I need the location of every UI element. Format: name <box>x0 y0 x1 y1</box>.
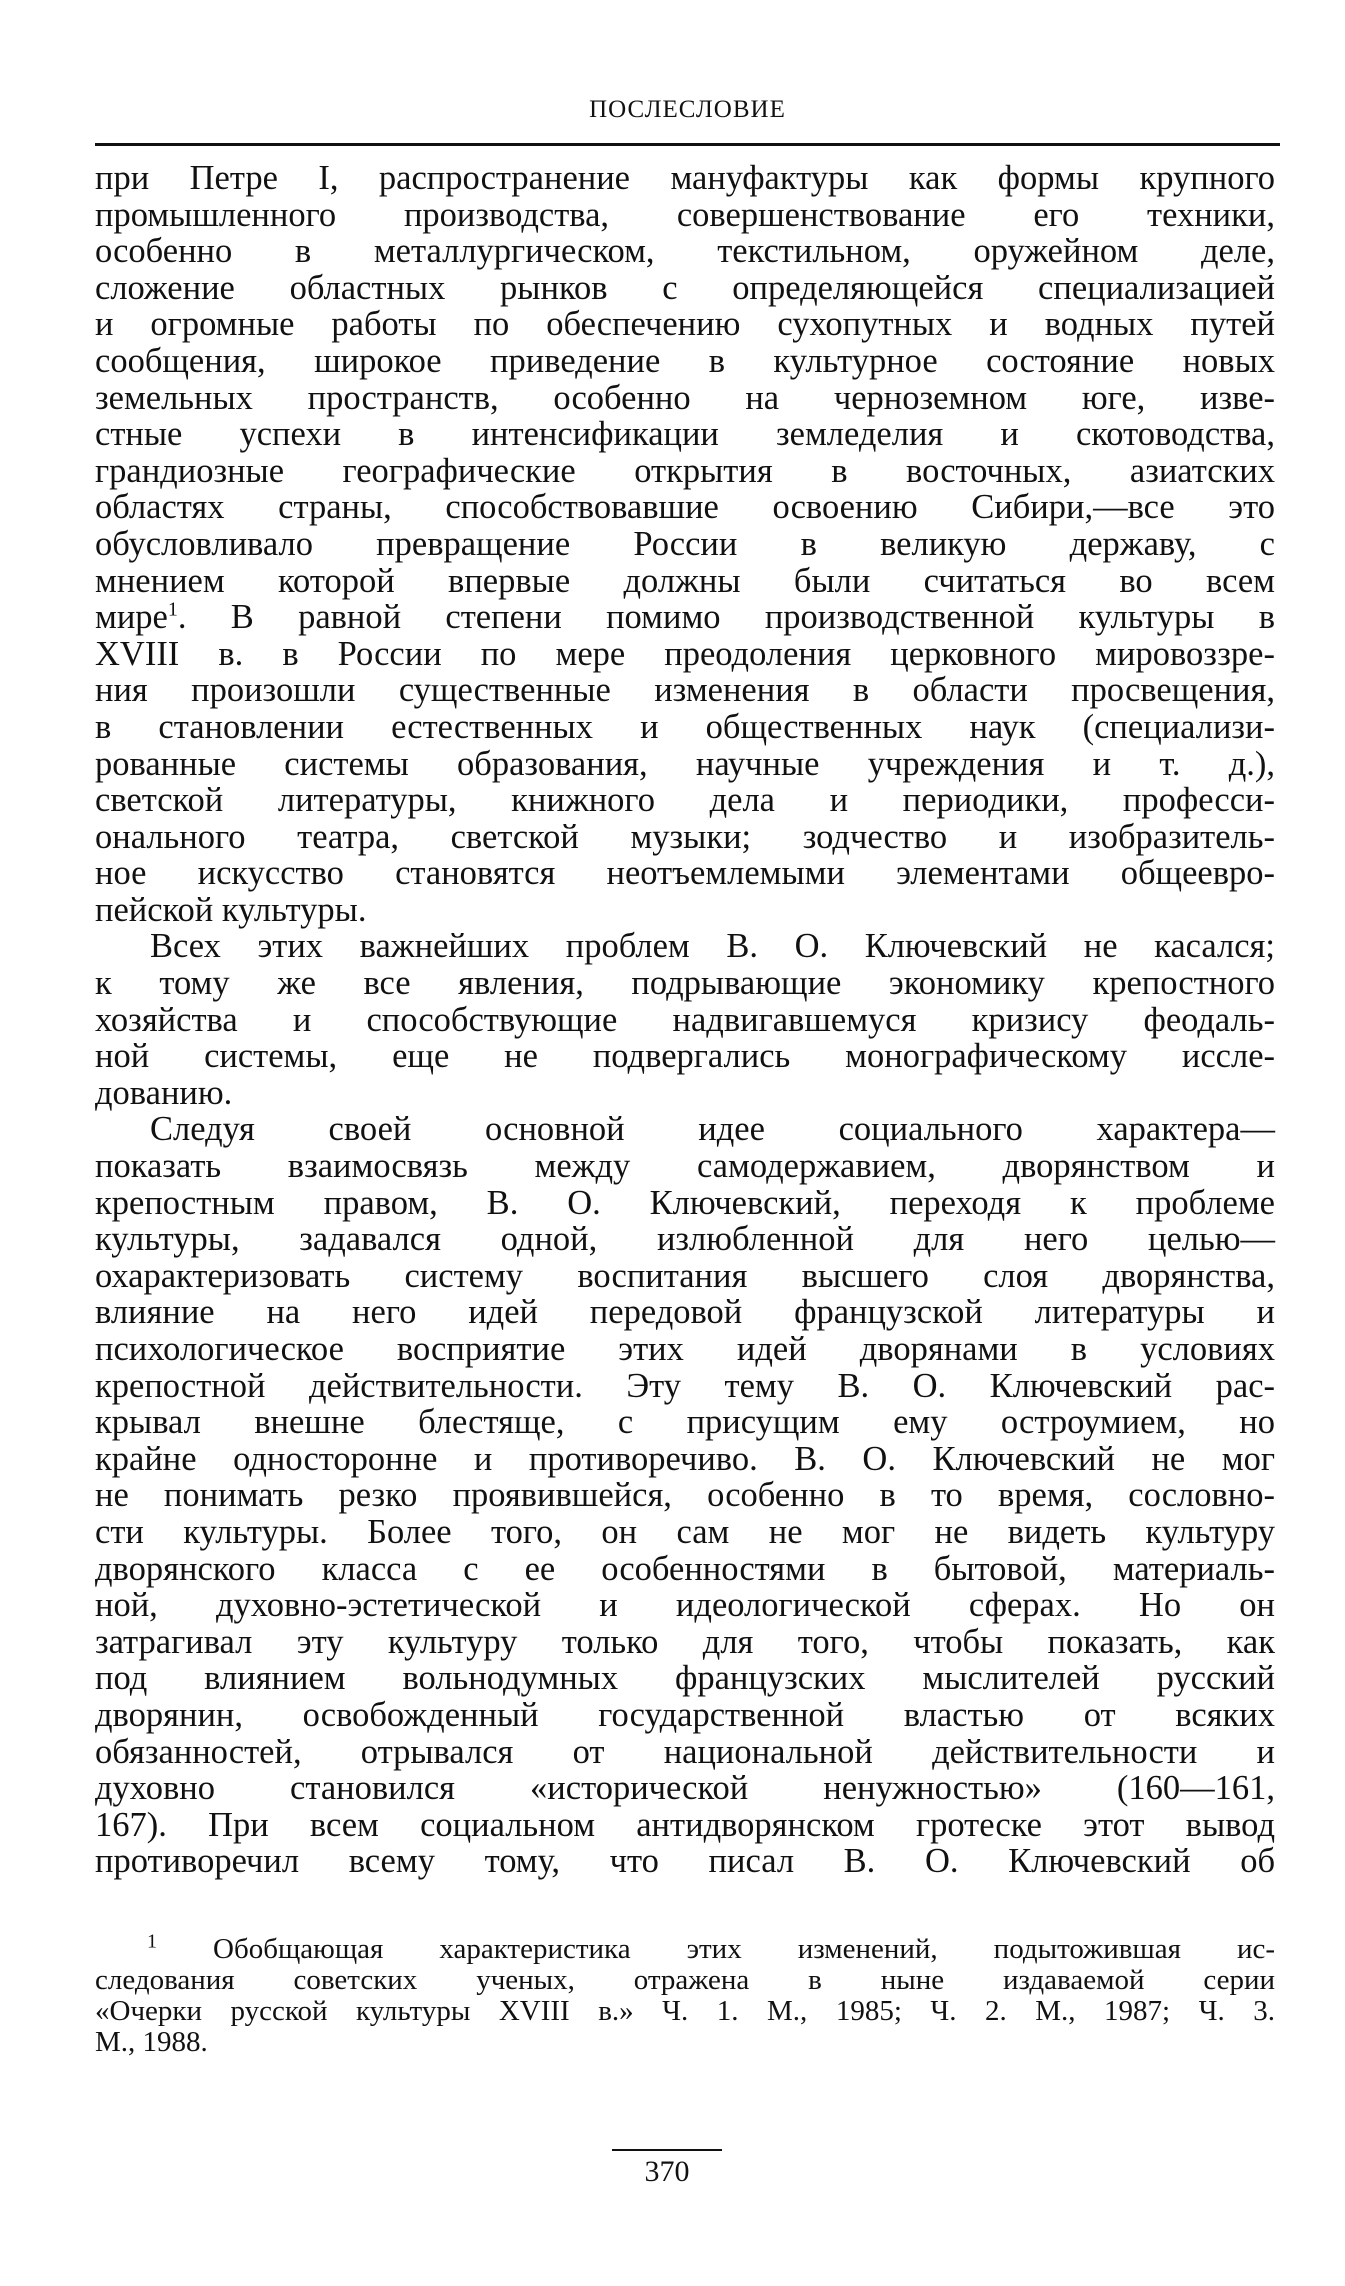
text-line: психологическое восприятие этих идей дворянами в условиях <box>95 1330 1275 1368</box>
text-line: дованию. <box>95 1073 233 1112</box>
text-line: охарактеризовать систему воспитания высшего слоя дворянства, <box>95 1256 1275 1295</box>
text-line: пейской культуры. <box>95 890 367 929</box>
footnote-ref: 1 <box>167 598 178 621</box>
header-rule <box>95 143 1280 146</box>
footnote-marker: 1 <box>147 1930 157 1953</box>
text-line: противоречил всему тому, что писал В. О. Ключевский об <box>95 1842 1275 1881</box>
text-line: Всех этих важнейших проблем В. О. Ключевский не касался; <box>150 927 1275 966</box>
paragraph-1 <box>95 160 1275 928</box>
footnote-line: «Очерки русской культуры XVIII в.» Ч. 1. М., 1985; Ч. 2. М., 1987; Ч. 3. <box>95 1995 1275 2027</box>
text-line: в становлении естественных и общественных наук (специализи- <box>95 707 1275 746</box>
text-line: сти культуры. Более того, он сам не мог не видеть культуру <box>95 1512 1275 1551</box>
text-line: и огромные работы по обеспечению сухопутных и водных путей <box>95 305 1275 344</box>
text-line: особенно в металлургическом, текстильном, оружейном деле, <box>95 232 1275 271</box>
text-line: к тому же все явления, подрывающие экономику крепостного <box>95 964 1275 1003</box>
page-number: 370 <box>644 2155 690 2188</box>
text-line: не понимать резко проявившейся, особенно в то время, сословно- <box>95 1476 1275 1515</box>
paragraph-3 <box>95 1111 1275 1879</box>
text-line: рованные системы образования, научные учреждения и т. д.), <box>95 744 1275 783</box>
text-line: ное искусство становятся неотъемлемыми элементами общеевро- <box>95 854 1275 893</box>
text-line: 167). При всем социальном антидворянском гротеске этот вывод <box>95 1805 1275 1844</box>
text-line: ной системы, еще не подвергались монографическому иссле- <box>95 1037 1275 1076</box>
text-line: грандиозные географические открытия в восточных, азиатских <box>95 451 1275 490</box>
paragraph-2 <box>95 928 1275 1111</box>
footnote <box>95 1930 1275 2058</box>
footnote-line: следования советских ученых, отражена в ныне издаваемой серии <box>95 1964 1275 1996</box>
text-line: сложение областных рынков с определяющейся специализацией <box>95 268 1275 307</box>
running-head: ПОСЛЕСЛОВИЕ <box>589 96 786 123</box>
text-line: земельных пространств, особенно на черноземном юге, изве- <box>95 378 1275 417</box>
text-line: стные успехи в интенсификации земледелия и скотоводства, <box>95 415 1275 454</box>
text-line: крайне односторонне и противоречиво. В. О. Ключевский не мог <box>95 1439 1275 1478</box>
line-end: . В равной степени помимо производственной культуры в <box>177 598 1275 637</box>
text-line: светской литературы, книжного дела и периодики, професси- <box>95 781 1275 820</box>
text-line: ной, духовно-эстетической и идеологической сферах. Но он <box>95 1586 1275 1625</box>
text-line: при Петре I, распространение мануфактуры как формы крупного <box>95 159 1275 197</box>
text-line: дворянского класса с ее особенностями в бытовой, материаль- <box>95 1549 1275 1588</box>
text-line: крепостным правом, В. О. Ключевский, переходя к проблеме <box>95 1183 1275 1222</box>
text-line: обусловливало превращение России в великую державу, с <box>95 524 1275 563</box>
text-line: хозяйства и способствующие надвигавшемуся кризису феодаль- <box>95 1000 1275 1039</box>
text-line: сообщения, широкое приведение в культурное состояние новых <box>95 341 1275 380</box>
text-line: крепостной действительности. Эту тему В. О. Ключевский рас- <box>95 1366 1275 1405</box>
text-line: ния произошли существенные изменения в области просвещения, <box>95 671 1275 710</box>
footnote-text: Обобщающая характеристика этих изменений, подытожившая ис- <box>213 1933 1275 1965</box>
text-line: обязанностей, отрывался от национальной действительности и <box>95 1732 1275 1771</box>
page-number-rule <box>612 2149 722 2151</box>
text-line: промышленного производства, совершенствование его техники, <box>95 195 1275 234</box>
text-line: XVIII в. в России по мере преодоления церковного мировоззре- <box>95 634 1275 673</box>
line-start: мире <box>95 598 168 637</box>
text-line: духовно становился «исторической ненужностью» (160—161, <box>95 1769 1275 1808</box>
text-line: Следуя своей основной идее социального характера— <box>150 1110 1275 1149</box>
text-line-with-footnote-ref <box>95 599 1275 636</box>
body-text <box>95 160 1275 1880</box>
text-line: областях страны, способствовавшие освоению Сибири,—все это <box>95 488 1275 527</box>
text-line: крывал внешне блестяще, с присущим ему остроумием, но <box>95 1403 1275 1442</box>
text-line: мнением которой впервые должны были считаться во всем <box>95 561 1275 600</box>
text-line: затрагивал эту культуру только для того, чтобы показать, как <box>95 1622 1275 1661</box>
footnote-line: М., 1988. <box>95 2026 208 2058</box>
footnote-line <box>95 1930 1275 1965</box>
text-line: дворянин, освобожденный государственной властью от всяких <box>95 1695 1275 1734</box>
text-line: культуры, задавался одной, излюбленной для него целью— <box>95 1220 1275 1259</box>
text-line: влияние на него идей передовой французской литературы и <box>95 1293 1275 1332</box>
text-line: показать взаимосвязь между самодержавием, дворянством и <box>95 1147 1275 1186</box>
text-line: онального театра, светской музыки; зодчество и изобразитель- <box>95 817 1275 856</box>
text-line: под влиянием вольнодумных французских мыслителей русский <box>95 1659 1275 1698</box>
